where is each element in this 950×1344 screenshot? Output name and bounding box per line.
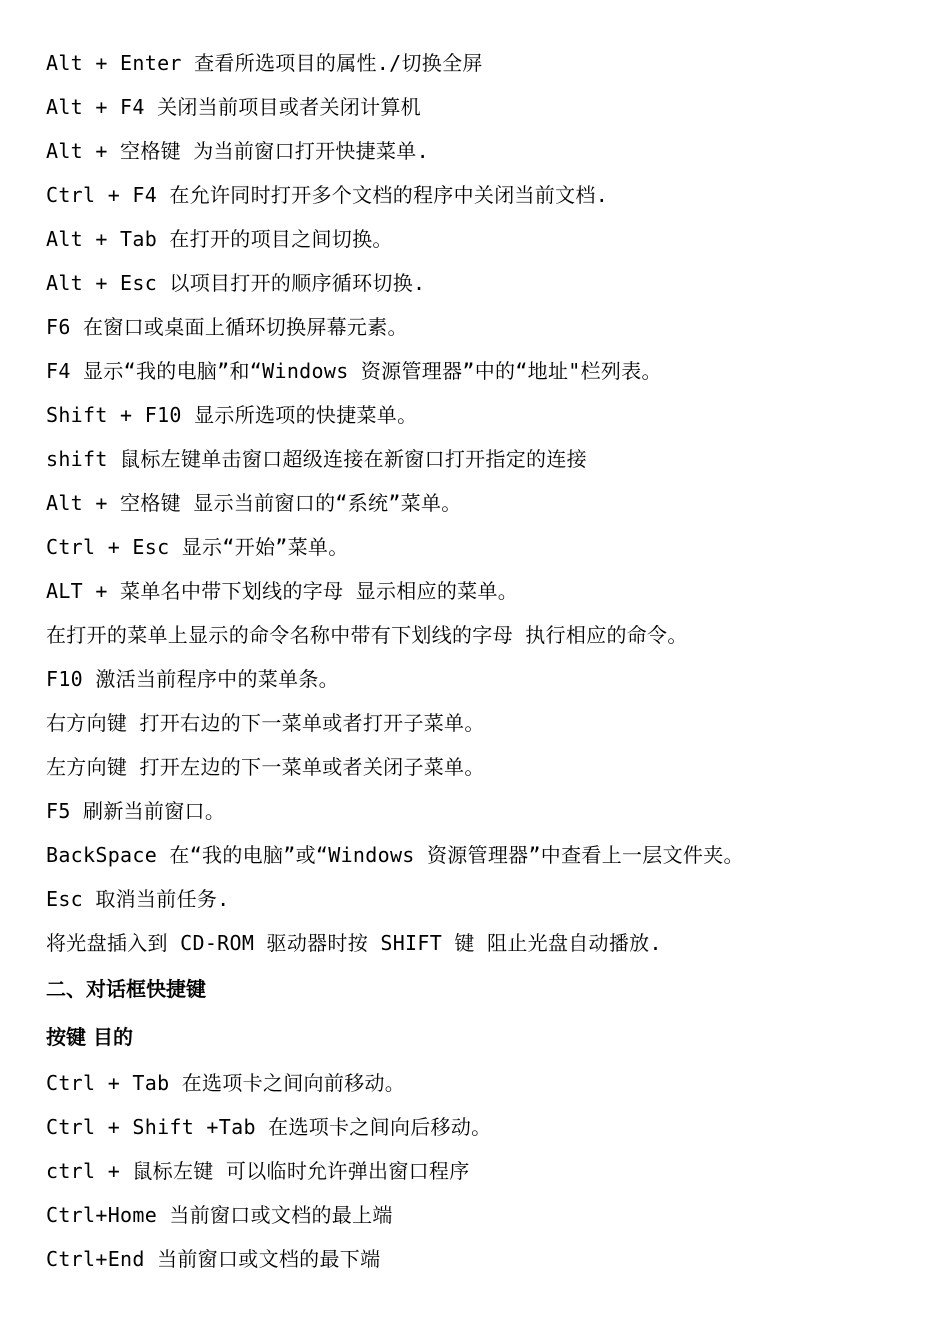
shortcut-line: Alt + F4 关闭当前项目或者关闭计算机 bbox=[46, 95, 421, 119]
shortcut-line: Ctrl+Home 当前窗口或文档的最上端 bbox=[46, 1203, 393, 1227]
shortcut-line: Ctrl + Esc 显示“开始”菜单。 bbox=[46, 535, 349, 559]
shortcut-line: F4 显示“我的电脑”和“Windows 资源管理器”中的“地址"栏列表。 bbox=[46, 359, 662, 383]
shortcut-line: ctrl + 鼠标左键 可以临时允许弹出窗口程序 bbox=[46, 1159, 470, 1183]
shortcut-line: ALT + 菜单名中带下划线的字母 显示相应的菜单。 bbox=[46, 579, 519, 603]
shortcut-line: F6 在窗口或桌面上循环切换屏幕元素。 bbox=[46, 315, 408, 339]
shortcut-line: 左方向键 打开左边的下一菜单或者关闭子菜单。 bbox=[46, 755, 485, 779]
shortcut-line: BackSpace 在“我的电脑”或“Windows 资源管理器”中查看上一层文件夹。 bbox=[46, 843, 744, 867]
shortcut-line: F5 刷新当前窗口。 bbox=[46, 799, 226, 823]
shortcut-line: Ctrl+End 当前窗口或文档的最下端 bbox=[46, 1247, 381, 1271]
shortcut-line: 将光盘插入到 CD-ROM 驱动器时按 SHIFT 键 阻止光盘自动播放. bbox=[46, 931, 662, 955]
shortcut-line: Alt + 空格键 显示当前窗口的“系统”菜单。 bbox=[46, 491, 462, 515]
shortcut-line: 在打开的菜单上显示的命令名称中带有下划线的字母 执行相应的命令。 bbox=[46, 623, 688, 647]
shortcut-line: Esc 取消当前任务. bbox=[46, 887, 230, 911]
document-body bbox=[46, 46, 926, 1286]
shortcut-line: Alt + Enter 查看所选项目的属性./切换全屏 bbox=[46, 51, 483, 75]
shortcut-line: Alt + 空格键 为当前窗口打开快捷菜单. bbox=[46, 139, 429, 163]
shortcut-line: Ctrl + F4 在允许同时打开多个文档的程序中关闭当前文档. bbox=[46, 183, 609, 207]
shortcut-line: Alt + Tab 在打开的项目之间切换。 bbox=[46, 227, 393, 251]
shortcut-line: Ctrl + Tab 在选项卡之间向前移动。 bbox=[46, 1071, 406, 1095]
shortcut-line: Alt + Esc 以项目打开的顺序循环切换. bbox=[46, 271, 426, 295]
section-heading: 二、对话框快捷键 bbox=[46, 977, 206, 1001]
shortcut-line: shift 鼠标左键单击窗口超级连接在新窗口打开指定的连接 bbox=[46, 447, 587, 471]
shortcut-line: F10 激活当前程序中的菜单条。 bbox=[46, 667, 339, 691]
column-heading: 按键 目的 bbox=[46, 1025, 133, 1049]
shortcut-line: 右方向键 打开右边的下一菜单或者打开子菜单。 bbox=[46, 711, 485, 735]
shortcut-line: Ctrl + Shift +Tab 在选项卡之间向后移动。 bbox=[46, 1115, 492, 1139]
shortcut-line: Shift + F10 显示所选项的快捷菜单。 bbox=[46, 403, 418, 427]
